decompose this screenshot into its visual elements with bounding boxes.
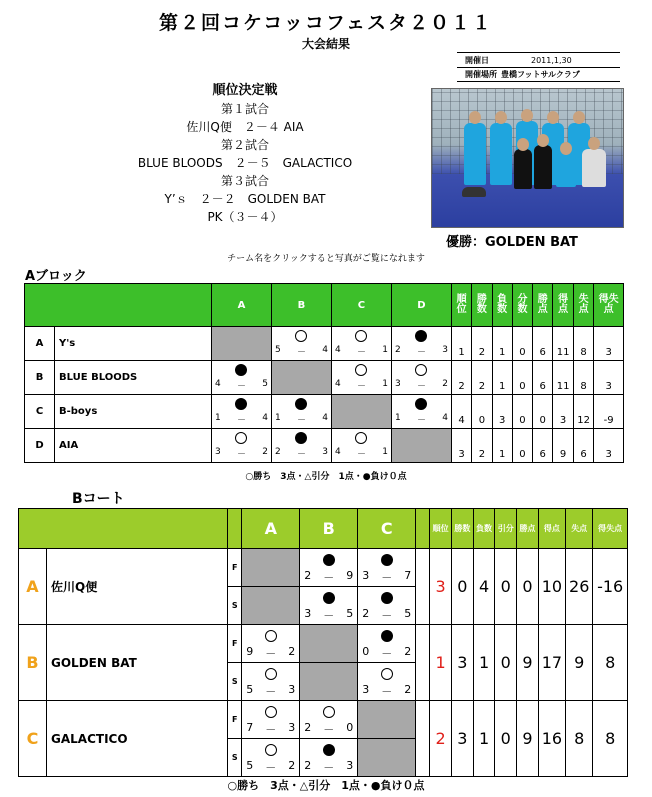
fs-header [228, 509, 242, 549]
score-for: 5 [246, 759, 254, 772]
stat-header: 得点 [553, 284, 573, 327]
stat-cell: 6 [533, 429, 553, 463]
score-against: 3 [288, 721, 296, 734]
score-for: 1 [274, 413, 281, 423]
score-dash: － [236, 450, 246, 460]
stat-cell: 11 [553, 361, 573, 395]
stat-cell: 3 [451, 625, 473, 701]
winner-label: 優勝：GOLDEN BAT [446, 235, 578, 250]
match-cell [242, 549, 300, 587]
match-cell [358, 549, 416, 587]
corner-cell [19, 509, 228, 549]
stat-header: 順位 [430, 509, 452, 549]
stat-cell: 26 [566, 549, 593, 625]
half-label: S [228, 587, 242, 625]
score-dash: － [323, 761, 335, 774]
score-against: 2 [288, 645, 296, 658]
score-dash: － [323, 609, 335, 622]
team-name-link[interactable]: Y's [55, 327, 212, 361]
stat-cell: 4 [473, 549, 495, 625]
stat-cell: 0 [517, 549, 539, 625]
stat-cell: 8 [566, 701, 593, 777]
match-cell [358, 739, 416, 777]
match-result [212, 395, 271, 428]
score-against: 5 [404, 607, 412, 620]
stat-cell: 9 [566, 625, 593, 701]
score-dash: － [265, 761, 277, 774]
score-against: 2 [288, 759, 296, 772]
stat-cell: 3 [553, 395, 573, 429]
score-for: 3 [394, 379, 401, 389]
block-b-label: Bコート [72, 491, 125, 507]
score-for: 3 [304, 607, 312, 620]
loss-dot-icon [381, 592, 393, 604]
score-dash: － [416, 382, 426, 392]
score-for: 4 [334, 379, 341, 389]
stat-header: 順位 [451, 284, 471, 327]
match-result [242, 701, 299, 738]
team-name-link[interactable]: GALACTICO [47, 701, 228, 777]
stat-cell: 2 [472, 361, 492, 395]
stat-cell: 0 [512, 327, 532, 361]
score-for: 3 [362, 569, 370, 582]
stat-header: 勝点 [517, 509, 539, 549]
loss-dot-icon [323, 592, 335, 604]
loss-dot-icon [415, 398, 427, 410]
loss-dot-icon [381, 630, 393, 642]
loss-dot-icon [235, 398, 247, 410]
score-against: 3 [442, 345, 448, 355]
match-result [392, 395, 451, 428]
stat-header: 失点 [566, 509, 593, 549]
match-cell [242, 663, 300, 701]
stat-cell: 8 [573, 327, 593, 361]
match-cell [242, 587, 300, 625]
match-cell [300, 587, 358, 625]
match-cell [391, 327, 451, 361]
score-dash: － [265, 647, 277, 660]
win-circle-icon [323, 706, 335, 718]
match-result [300, 739, 357, 776]
match-cell [300, 739, 358, 777]
score-for: 2 [304, 721, 312, 734]
score-dash: － [381, 685, 393, 698]
score-dash: － [356, 348, 366, 358]
stat-header: 勝数 [472, 284, 492, 327]
score-against: 3 [322, 447, 328, 457]
stat-cell: 6 [573, 429, 593, 463]
stat-cell: -9 [594, 395, 624, 429]
match-result [272, 395, 331, 428]
game-label: 第１試合 [220, 102, 269, 116]
ranking-results [100, 82, 390, 226]
col-header: A [242, 509, 300, 549]
score-for: 1 [214, 413, 221, 423]
game-label: 第３試合 [220, 174, 269, 188]
page-title: 第２回コケコッコフェスタ２０１１ [159, 12, 493, 34]
stat-cell: 0 [512, 361, 532, 395]
match-cell [211, 361, 271, 395]
score-dash: － [416, 416, 426, 426]
corner-cell [25, 284, 212, 327]
loss-dot-icon [295, 432, 307, 444]
score-against: 0 [346, 721, 354, 734]
score-for: 4 [214, 379, 221, 389]
stat-cell: 17 [538, 625, 565, 701]
stat-cell: 9 [517, 625, 539, 701]
win-circle-icon [295, 330, 307, 342]
match-cell [358, 663, 416, 701]
match-cell [271, 429, 331, 463]
score-against: 9 [346, 569, 354, 582]
loss-dot-icon [235, 364, 247, 376]
stat-cell: 8 [593, 625, 628, 701]
score-against: 2 [442, 379, 448, 389]
score-for: 3 [362, 683, 370, 696]
block-b-table [18, 508, 628, 777]
stat-cell: 1 [492, 429, 512, 463]
score-for: 2 [274, 447, 281, 457]
stat-cell: 16 [538, 701, 565, 777]
stat-cell: 2 [472, 429, 492, 463]
stat-cell: 6 [533, 327, 553, 361]
stat-cell: 9 [517, 701, 539, 777]
score-dash: － [296, 348, 306, 358]
stat-cell: 8 [573, 361, 593, 395]
score-dash: － [381, 571, 393, 584]
pk-result: PK（３－４） [207, 210, 283, 224]
stat-cell: 0 [451, 549, 473, 625]
score-dash: － [265, 685, 277, 698]
half-label: F [228, 625, 242, 663]
match-cell [300, 701, 358, 739]
stat-cell: 1 [492, 361, 512, 395]
stat-cell: 0 [472, 395, 492, 429]
match-cell [271, 327, 331, 361]
loss-dot-icon [323, 554, 335, 566]
half-label: S [228, 663, 242, 701]
score-dash: － [356, 450, 366, 460]
score-for: 2 [304, 759, 312, 772]
spacer-header [416, 509, 430, 549]
stat-cell: 4 [451, 395, 471, 429]
match-result [300, 587, 357, 624]
loss-dot-icon [381, 554, 393, 566]
match-cell [391, 429, 451, 463]
score-against: 2 [262, 447, 268, 457]
score-dash: － [323, 723, 335, 736]
table-row [25, 395, 624, 429]
score-dash: － [296, 416, 306, 426]
team-photo [431, 88, 624, 228]
half-label: F [228, 701, 242, 739]
stat-header: 分数 [512, 284, 532, 327]
stat-cell: 1 [473, 625, 495, 701]
win-circle-icon [355, 364, 367, 376]
win-circle-icon [265, 744, 277, 756]
game-result: 佐川Q便 ２－４ AIA [186, 120, 304, 134]
match-cell [211, 429, 271, 463]
match-cell [391, 395, 451, 429]
score-for: 2 [362, 607, 370, 620]
game-result: BLUE BLOODS ２－５ GALACTICO [137, 156, 353, 170]
stat-cell: 0 [495, 701, 517, 777]
match-cell [242, 625, 300, 663]
match-cell [331, 429, 391, 463]
match-cell [358, 701, 416, 739]
block-a-label: Aブロック [25, 269, 87, 284]
stat-cell: 3 [594, 429, 624, 463]
score-against: 1 [382, 447, 388, 457]
results-heading: 順位決定戦 [212, 83, 278, 98]
score-against: 5 [346, 607, 354, 620]
col-header: C [358, 509, 416, 549]
match-cell [391, 361, 451, 395]
stat-cell: 0 [512, 429, 532, 463]
score-dash: － [381, 609, 393, 622]
rank-cell: 2 [430, 701, 452, 777]
stat-cell: 3 [451, 429, 471, 463]
match-result [212, 429, 271, 462]
half-label: F [228, 549, 242, 587]
stat-header: 負数 [473, 509, 495, 549]
stat-cell: 1 [492, 327, 512, 361]
score-for: 1 [394, 413, 401, 423]
stat-cell: 0 [533, 395, 553, 429]
score-against: 4 [322, 413, 328, 423]
stat-cell: 3 [594, 361, 624, 395]
date-label: 開催日 [465, 55, 489, 65]
row-letter: A [19, 549, 47, 625]
col-header: C [331, 284, 391, 327]
match-result [242, 663, 299, 700]
score-for: 3 [214, 447, 221, 457]
stat-header: 引分 [495, 509, 517, 549]
table-row [25, 361, 624, 395]
match-cell [271, 361, 331, 395]
match-cell [211, 395, 271, 429]
venue-value: 豊橋フットサルクラブ [501, 70, 580, 79]
table-row [19, 701, 628, 739]
win-circle-icon [355, 330, 367, 342]
match-cell [271, 395, 331, 429]
score-for: 5 [246, 683, 254, 696]
game-result: Y’ｓ ２－２ GOLDEN BAT [164, 192, 326, 206]
match-cell [331, 361, 391, 395]
stat-cell: 1 [451, 327, 471, 361]
stat-cell: 0 [495, 549, 517, 625]
win-circle-icon [355, 432, 367, 444]
loss-dot-icon [323, 744, 335, 756]
stat-cell: 0 [495, 625, 517, 701]
stat-cell: 2 [472, 327, 492, 361]
row-letter: B [19, 625, 47, 701]
stat-header: 得失点 [594, 284, 624, 327]
match-cell [358, 625, 416, 663]
stat-cell: -16 [593, 549, 628, 625]
score-for: 4 [334, 447, 341, 457]
stat-cell: 12 [573, 395, 593, 429]
match-result [358, 587, 415, 624]
match-result [300, 549, 357, 586]
match-cell [300, 663, 358, 701]
win-circle-icon [415, 364, 427, 376]
page-subtitle: 大会結果 [301, 37, 350, 51]
match-result [242, 739, 299, 776]
match-cell [300, 549, 358, 587]
stat-header: 失点 [573, 284, 593, 327]
score-for: 2 [394, 345, 401, 355]
row-letter: D [25, 429, 55, 463]
stat-cell: 3 [594, 327, 624, 361]
match-cell [242, 739, 300, 777]
spacer-cell [416, 549, 430, 625]
score-dash: － [416, 348, 426, 358]
match-result [358, 625, 415, 662]
half-label: S [228, 739, 242, 777]
score-against: 4 [442, 413, 448, 423]
game-label: 第２試合 [220, 138, 269, 152]
win-circle-icon [235, 432, 247, 444]
match-cell [331, 395, 391, 429]
team-name-link[interactable]: AIA [55, 429, 212, 463]
match-result [300, 701, 357, 738]
score-against: 2 [404, 645, 412, 658]
table-row [25, 429, 624, 463]
match-cell [300, 625, 358, 663]
match-result [272, 327, 331, 360]
stat-cell: 8 [593, 701, 628, 777]
stat-cell: 3 [451, 701, 473, 777]
stat-header: 勝点 [533, 284, 553, 327]
win-circle-icon [265, 630, 277, 642]
match-result [392, 327, 451, 360]
spacer-cell [416, 625, 430, 701]
match-result [242, 625, 299, 662]
loss-dot-icon [415, 330, 427, 342]
block-a-table [24, 283, 624, 463]
score-dash: － [236, 382, 246, 392]
stat-cell: 9 [553, 429, 573, 463]
score-for: 5 [274, 345, 281, 355]
stat-header: 得点 [538, 509, 565, 549]
team-name-link[interactable]: BLUE BLOODS [55, 361, 212, 395]
stat-cell: 11 [553, 327, 573, 361]
rank-cell: 3 [430, 549, 452, 625]
table-row [19, 625, 628, 663]
row-letter: B [25, 361, 55, 395]
photo-note: チーム名をクリックすると写真がご覧になれます [227, 254, 425, 264]
score-for: 9 [246, 645, 254, 658]
stat-cell: 2 [451, 361, 471, 395]
match-result [358, 663, 415, 700]
spacer-cell [416, 701, 430, 777]
score-for: 7 [246, 721, 254, 734]
stat-header: 勝数 [451, 509, 473, 549]
win-circle-icon [265, 668, 277, 680]
score-against: 4 [262, 413, 268, 423]
score-for: 0 [362, 645, 370, 658]
match-result [332, 429, 391, 462]
venue-label: 開催場所 [465, 70, 497, 79]
score-against: 3 [288, 683, 296, 696]
col-header: A [211, 284, 271, 327]
team-name-link[interactable]: 佐川Q便 [47, 549, 228, 625]
match-result [332, 361, 391, 394]
match-result [332, 327, 391, 360]
col-header: D [391, 284, 451, 327]
col-header: B [300, 509, 358, 549]
stat-cell: 3 [492, 395, 512, 429]
score-against: 1 [382, 345, 388, 355]
stat-cell: 10 [538, 549, 565, 625]
row-letter: C [25, 395, 55, 429]
win-circle-icon [381, 668, 393, 680]
score-against: 7 [404, 569, 412, 582]
match-cell [242, 701, 300, 739]
match-result [392, 361, 451, 394]
score-against: 4 [322, 345, 328, 355]
team-name-link[interactable]: B-boys [55, 395, 212, 429]
score-against: 1 [382, 379, 388, 389]
stat-cell: 0 [512, 395, 532, 429]
match-cell [331, 327, 391, 361]
stat-cell: 1 [473, 701, 495, 777]
score-for: 2 [304, 569, 312, 582]
date-value: 2011,1,30 [531, 55, 572, 65]
table-row [19, 549, 628, 587]
score-dash: － [265, 723, 277, 736]
score-against: 5 [262, 379, 268, 389]
score-dash: － [236, 416, 246, 426]
row-letter: C [19, 701, 47, 777]
score-dash: － [381, 647, 393, 660]
match-result [358, 549, 415, 586]
match-result [212, 361, 271, 394]
table-row [25, 327, 624, 361]
match-cell [358, 587, 416, 625]
row-letter: A [25, 327, 55, 361]
loss-dot-icon [295, 398, 307, 410]
stat-header: 得失点 [593, 509, 628, 549]
score-dash: － [323, 571, 335, 584]
stat-cell: 6 [533, 361, 553, 395]
event-info [457, 52, 620, 82]
score-against: 2 [404, 683, 412, 696]
stat-header: 負数 [492, 284, 512, 327]
block-a-legend: ○勝ち 3点・△引分 1点・●負け０点 [245, 472, 407, 482]
win-circle-icon [265, 706, 277, 718]
rank-cell: 1 [430, 625, 452, 701]
col-header: B [271, 284, 331, 327]
score-for: 4 [334, 345, 341, 355]
score-against: 3 [346, 759, 354, 772]
score-dash: － [356, 382, 366, 392]
match-cell [211, 327, 271, 361]
score-dash: － [296, 450, 306, 460]
match-result [272, 429, 331, 462]
team-name-link[interactable]: GOLDEN BAT [47, 625, 228, 701]
block-b-legend: ○勝ち 3点・△引分 1点・●負け０点 [227, 779, 425, 792]
